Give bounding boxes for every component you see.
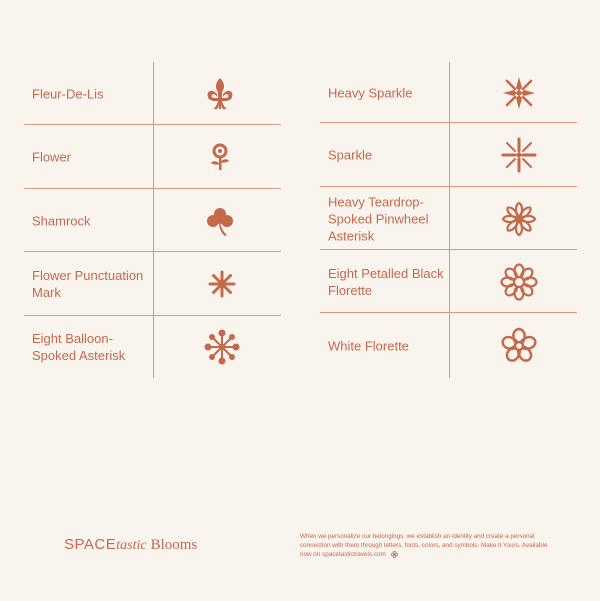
symbol-label: Eight Balloon-Spoked Asterisk bbox=[32, 331, 126, 363]
eight-balloon-spoked-asterisk-icon bbox=[204, 329, 240, 365]
table-row bbox=[24, 189, 281, 252]
heavy-teardrop-spoked-pinwheel-asterisk-icon bbox=[500, 200, 538, 238]
small-flower-icon bbox=[391, 551, 398, 558]
table-row bbox=[24, 125, 281, 189]
table-row bbox=[320, 250, 577, 313]
brand-logo bbox=[64, 536, 197, 554]
logo-space-text: SPACE bbox=[64, 536, 117, 553]
logo-blooms-text: Blooms bbox=[150, 537, 198, 553]
flower-punctuation-mark-icon bbox=[208, 270, 236, 298]
table-row bbox=[320, 62, 577, 123]
table-row bbox=[320, 123, 577, 187]
table-row bbox=[24, 252, 281, 316]
white-florette-icon bbox=[499, 326, 539, 366]
symbol-label: Sparkle bbox=[328, 147, 373, 163]
shamrock-icon bbox=[204, 205, 236, 237]
symbol-label: Eight Petalled Black Florette bbox=[328, 265, 444, 298]
logo-tastic-text: tastic bbox=[116, 538, 147, 553]
table-row bbox=[320, 313, 577, 378]
symbol-label: White Florette bbox=[328, 338, 409, 353]
symbol-label: Shamrock bbox=[32, 213, 91, 228]
heavy-sparkle-icon bbox=[500, 74, 538, 112]
footer-description bbox=[300, 532, 548, 559]
table-row bbox=[320, 187, 577, 250]
symbol-label: Flower bbox=[32, 149, 72, 165]
symbol-label: Flower Punctuation Mark bbox=[32, 268, 144, 300]
symbol-label: Fleur-De-Lis bbox=[32, 86, 104, 101]
right-symbol-table bbox=[320, 62, 577, 378]
symbol-label: Heavy Sparkle bbox=[328, 85, 413, 100]
eight-petalled-black-florette-icon bbox=[500, 263, 538, 301]
symbol-label: Heavy Teardrop-Spoked Pinwheel Asterisk bbox=[328, 194, 429, 243]
left-symbol-table bbox=[24, 62, 281, 378]
fleur-de-lis-icon bbox=[204, 77, 236, 111]
flower-icon bbox=[208, 143, 232, 171]
table-row bbox=[24, 316, 281, 378]
footer-description-text: When we personalize our belongings, we establish an identity and create a personal connection with them through letters, fonts, colors, and symbols. Make it Yours. Available now on spacetastictravels.com bbox=[300, 533, 548, 558]
sparkle-icon bbox=[500, 136, 538, 174]
table-row bbox=[24, 62, 281, 125]
